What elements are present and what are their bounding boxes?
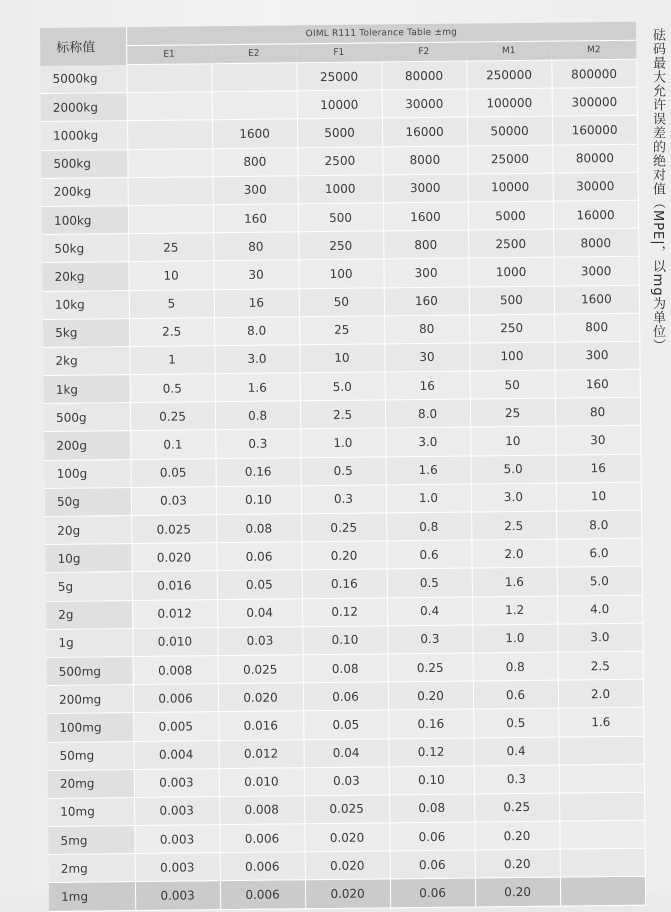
nominal-value-cell: 5mg — [48, 826, 134, 855]
nominal-value-cell: 100g — [45, 459, 131, 488]
tolerance-cell: 1.6 — [558, 708, 643, 737]
tolerance-cell: 0.020 — [131, 543, 216, 572]
nominal-value-cell: 200mg — [47, 685, 133, 714]
tolerance-cell — [211, 63, 296, 92]
tolerance-cell: 0.003 — [135, 853, 220, 882]
tolerance-cell: 10 — [470, 427, 555, 456]
tolerance-cell — [128, 205, 213, 234]
tolerance-cell: 10000 — [468, 173, 553, 202]
tolerance-cell: 0.016 — [218, 711, 303, 740]
tolerance-cell: 25000 — [296, 62, 381, 91]
tolerance-cell: 1.6 — [215, 373, 300, 402]
tolerance-cell: 30000 — [553, 172, 638, 201]
tolerance-cell: 0.16 — [216, 457, 301, 486]
tolerance-cell: 100 — [469, 342, 554, 371]
nominal-value-cell: 20kg — [42, 262, 128, 291]
tolerance-cell: 0.25 — [474, 793, 559, 822]
tolerance-cell: 0.05 — [131, 458, 216, 487]
tolerance-cell: 30 — [555, 426, 640, 455]
tolerance-cell: 0.16 — [388, 709, 473, 738]
tolerance-cell — [560, 848, 645, 877]
tolerance-cell: 0.08 — [389, 794, 474, 823]
tolerance-cell: 0.003 — [135, 881, 220, 910]
tolerance-cell: 8.0 — [214, 316, 299, 345]
tolerance-cell: 0.25 — [388, 653, 473, 682]
tolerance-cell: 5000 — [297, 118, 382, 147]
nominal-value-cell: 500mg — [47, 657, 133, 686]
tolerance-cell: 0.008 — [133, 656, 218, 685]
tolerance-cell: 1.6 — [386, 456, 471, 485]
tolerance-cell: 0.003 — [134, 797, 219, 826]
tolerance-cell — [212, 91, 297, 120]
tolerance-cell: 0.006 — [219, 824, 304, 853]
tolerance-cell: 0.005 — [133, 712, 218, 741]
tolerance-cell: 0.5 — [387, 568, 472, 597]
tolerance-cell: 0.3 — [215, 429, 300, 458]
tolerance-cell: 250000 — [466, 60, 551, 89]
table-body — [40, 59, 645, 911]
tolerance-cell: 300 — [554, 341, 639, 370]
tolerance-cell: 50 — [299, 287, 384, 316]
tolerance-cell: 0.05 — [217, 570, 302, 599]
tolerance-cell: 16 — [214, 288, 299, 317]
tolerance-cell: 0.16 — [302, 569, 387, 598]
nominal-value-cell: 5000kg — [40, 65, 126, 94]
tolerance-cell: 8.0 — [385, 399, 470, 428]
tolerance-cell — [128, 176, 213, 205]
tolerance-cell: 3.0 — [385, 427, 470, 456]
tolerance-cell: 50000 — [467, 117, 552, 146]
tolerance-cell: 800 — [383, 230, 468, 259]
tolerance-cell: 30 — [384, 343, 469, 372]
table-header — [40, 22, 636, 66]
tolerance-table — [40, 22, 646, 912]
nominal-value-cell: 500kg — [41, 149, 127, 178]
table-row — [49, 877, 645, 911]
tolerance-cell: 2.5 — [300, 400, 385, 429]
tolerance-cell: 80000 — [552, 144, 637, 173]
nominal-value-cell: 10kg — [43, 290, 129, 319]
tolerance-cell: 300 — [213, 176, 298, 205]
tolerance-cell: 10 — [556, 482, 641, 511]
tolerance-cell: 1.0 — [386, 484, 471, 513]
tolerance-cell: 0.20 — [388, 681, 473, 710]
side-caption: 砝码最大允许误差的绝对值（MPE|，以mg为单位） — [650, 28, 665, 353]
tolerance-cell — [126, 64, 211, 93]
nominal-value-cell: 2kg — [43, 346, 129, 375]
tolerance-cell: 160 — [213, 204, 298, 233]
tolerance-cell: 6.0 — [556, 538, 641, 567]
tolerance-cell: 16 — [555, 454, 640, 483]
tolerance-sheet — [40, 22, 645, 904]
nominal-value-cell: 10g — [45, 544, 131, 573]
class-header: M1 — [466, 41, 551, 61]
tolerance-cell: 25 — [470, 398, 555, 427]
tolerance-cell — [559, 764, 644, 793]
nominal-value-cell: 20mg — [48, 769, 134, 798]
tolerance-cell: 0.25 — [130, 402, 215, 431]
tolerance-cell: 1.0 — [300, 428, 385, 457]
tolerance-cell — [560, 877, 645, 906]
tolerance-cell: 0.20 — [301, 541, 386, 570]
tolerance-cell: 0.4 — [473, 737, 558, 766]
tolerance-cell: 0.012 — [218, 739, 303, 768]
nominal-value-cell: 1kg — [44, 375, 130, 404]
tolerance-cell: 0.06 — [216, 542, 301, 571]
tolerance-cell: 0.020 — [305, 851, 390, 880]
tolerance-cell: 0.5 — [301, 457, 386, 486]
tolerance-cell: 80 — [384, 315, 469, 344]
tolerance-cell: 2.5 — [558, 651, 643, 680]
tolerance-cell: 0.010 — [132, 627, 217, 656]
tolerance-cell: 4.0 — [557, 595, 642, 624]
tolerance-cell: 250 — [469, 314, 554, 343]
tolerance-cell: 0.020 — [305, 879, 390, 908]
tolerance-cell: 0.006 — [220, 852, 305, 881]
tolerance-cell — [127, 148, 212, 177]
tolerance-cell: 0.008 — [219, 796, 304, 825]
tolerance-cell: 500 — [469, 286, 554, 315]
nominal-value-cell: 20g — [45, 516, 131, 545]
nominal-value-cell: 10mg — [48, 797, 134, 826]
nominal-value-cell: 2g — [46, 600, 132, 629]
tolerance-cell: 300 — [383, 258, 468, 287]
tolerance-cell: 1.2 — [472, 596, 557, 625]
tolerance-cell — [558, 736, 643, 765]
tolerance-cell: 2.0 — [471, 539, 556, 568]
tolerance-cell: 0.006 — [133, 684, 218, 713]
tolerance-cell: 30 — [213, 260, 298, 289]
tolerance-cell: 800000 — [551, 59, 636, 88]
tolerance-cell: 0.10 — [302, 626, 387, 655]
class-header: M2 — [551, 40, 636, 60]
tolerance-cell: 1600 — [554, 285, 639, 314]
tolerance-cell: 160 — [555, 369, 640, 398]
class-header: F1 — [296, 43, 381, 63]
class-header: E1 — [126, 45, 211, 65]
tolerance-cell: 1600 — [383, 202, 468, 231]
tolerance-cell: 10 — [299, 344, 384, 373]
tolerance-cell: 80000 — [381, 61, 466, 90]
tolerance-cell: 0.06 — [389, 822, 474, 851]
tolerance-cell: 0.016 — [132, 571, 217, 600]
nominal-value-cell: 200kg — [42, 177, 128, 206]
tolerance-cell: 0.10 — [389, 766, 474, 795]
tolerance-cell: 0.08 — [303, 654, 388, 683]
tolerance-cell: 0.003 — [134, 825, 219, 854]
tolerance-cell: 0.04 — [303, 738, 388, 767]
tolerance-cell: 8.0 — [556, 510, 641, 539]
class-header: F2 — [381, 42, 466, 62]
tolerance-cell: 2.5 — [471, 511, 556, 540]
nominal-value-cell: 1mg — [49, 882, 135, 911]
tolerance-cell: 0.025 — [218, 655, 303, 684]
tolerance-cell: 5.0 — [557, 567, 642, 596]
tolerance-cell: 5000 — [468, 201, 553, 230]
tolerance-cell: 0.5 — [473, 708, 558, 737]
tolerance-cell: 500 — [298, 203, 383, 232]
tolerance-cell: 0.1 — [130, 430, 215, 459]
tolerance-cell: 2.0 — [558, 679, 643, 708]
tolerance-cell: 0.020 — [304, 823, 389, 852]
tolerance-cell: 0.06 — [390, 878, 475, 907]
tolerance-cell: 5.0 — [300, 372, 385, 401]
tolerance-cell: 5 — [129, 289, 214, 318]
tolerance-cell: 300000 — [552, 87, 637, 116]
tolerance-cell: 50 — [470, 370, 555, 399]
tolerance-cell: 0.6 — [473, 680, 558, 709]
tolerance-cell: 100 — [298, 259, 383, 288]
nominal-value-cell: 1g — [46, 628, 132, 657]
tolerance-cell: 0.3 — [301, 485, 386, 514]
tolerance-cell: 2.5 — [129, 317, 214, 346]
tolerance-cell: 3000 — [383, 174, 468, 203]
tolerance-cell: 0.20 — [475, 849, 560, 878]
tolerance-cell: 0.025 — [131, 515, 216, 544]
tolerance-cell: 800 — [212, 147, 297, 176]
tolerance-cell: 25 — [128, 233, 213, 262]
tolerance-cell: 0.020 — [218, 683, 303, 712]
tolerance-cell: 0.03 — [304, 767, 389, 796]
tolerance-cell: 0.20 — [475, 878, 560, 907]
tolerance-cell: 0.6 — [386, 540, 471, 569]
tolerance-cell: 3.0 — [557, 623, 642, 652]
tolerance-cell: 0.8 — [215, 401, 300, 430]
tolerance-cell: 160000 — [552, 116, 637, 145]
tolerance-cell: 2500 — [297, 146, 382, 175]
tolerance-cell: 800 — [554, 313, 639, 342]
class-header: E2 — [211, 44, 296, 64]
tolerance-cell: 250 — [298, 231, 383, 260]
tolerance-cell: 0.010 — [219, 767, 304, 796]
tolerance-cell: 0.3 — [387, 625, 472, 654]
table-title: OIML R111 Tolerance Table ±mg — [126, 22, 636, 46]
tolerance-cell: 30000 — [382, 89, 467, 118]
tolerance-cell: 1.6 — [472, 567, 557, 596]
tolerance-cell: 0.004 — [133, 740, 218, 769]
tolerance-cell — [127, 92, 212, 121]
tolerance-cell: 16 — [385, 371, 470, 400]
nominal-value-header: 标称值 — [40, 27, 126, 65]
tolerance-cell: 3000 — [553, 257, 638, 286]
tolerance-cell: 10 — [128, 261, 213, 290]
tolerance-cell: 8000 — [382, 146, 467, 175]
tolerance-cell: 0.025 — [304, 795, 389, 824]
tolerance-cell — [559, 792, 644, 821]
nominal-value-cell: 2000kg — [41, 93, 127, 122]
nominal-value-cell: 50mg — [47, 741, 133, 770]
tolerance-cell: 0.12 — [388, 737, 473, 766]
tolerance-cell: 1000 — [468, 257, 553, 286]
tolerance-cell: 0.12 — [302, 597, 387, 626]
tolerance-cell: 80 — [213, 232, 298, 261]
tolerance-cell: 3.0 — [471, 483, 556, 512]
tolerance-cell: 100000 — [467, 88, 552, 117]
tolerance-cell: 0.10 — [216, 486, 301, 515]
tolerance-cell: 0.03 — [217, 627, 302, 656]
nominal-value-cell: 1000kg — [41, 121, 127, 150]
tolerance-cell: 0.006 — [220, 880, 305, 909]
tolerance-cell — [127, 120, 212, 149]
tolerance-cell: 0.05 — [303, 710, 388, 739]
tolerance-cell: 1.0 — [472, 624, 557, 653]
tolerance-cell: 0.4 — [387, 597, 472, 626]
nominal-value-cell: 100mg — [47, 713, 133, 742]
tolerance-cell: 1000 — [298, 175, 383, 204]
tolerance-cell: 1600 — [212, 119, 297, 148]
nominal-value-cell: 50g — [45, 487, 131, 516]
tolerance-cell: 80 — [555, 397, 640, 426]
tolerance-cell — [559, 820, 644, 849]
tolerance-cell: 10000 — [297, 90, 382, 119]
nominal-value-cell: 50kg — [42, 234, 128, 263]
tolerance-cell: 8000 — [553, 228, 638, 257]
tolerance-cell: 0.003 — [134, 768, 219, 797]
tolerance-cell: 0.3 — [474, 765, 559, 794]
tolerance-cell: 5.0 — [471, 455, 556, 484]
tolerance-cell: 0.06 — [390, 850, 475, 879]
nominal-value-cell: 500g — [44, 403, 130, 432]
tolerance-cell: 160 — [384, 287, 469, 316]
tolerance-cell: 0.25 — [301, 513, 386, 542]
tolerance-cell: 16000 — [382, 117, 467, 146]
nominal-value-cell: 5kg — [43, 318, 129, 347]
tolerance-cell: 0.06 — [303, 682, 388, 711]
nominal-value-cell: 5g — [46, 572, 132, 601]
tolerance-cell: 25000 — [467, 145, 552, 174]
tolerance-cell: 16000 — [553, 200, 638, 229]
nominal-value-cell: 100kg — [42, 206, 128, 235]
tolerance-cell: 25 — [299, 316, 384, 345]
tolerance-cell: 0.8 — [386, 512, 471, 541]
tolerance-cell: 0.20 — [474, 821, 559, 850]
nominal-value-cell: 200g — [44, 431, 130, 460]
tolerance-cell: 2500 — [468, 229, 553, 258]
tolerance-cell: 0.5 — [130, 374, 215, 403]
tolerance-cell: 0.012 — [132, 599, 217, 628]
tolerance-cell: 3.0 — [214, 345, 299, 374]
tolerance-cell: 0.03 — [131, 486, 216, 515]
tolerance-cell: 0.8 — [473, 652, 558, 681]
tolerance-cell: 1 — [129, 346, 214, 375]
tolerance-cell: 0.04 — [217, 598, 302, 627]
nominal-value-cell: 2mg — [49, 854, 135, 883]
tolerance-cell: 0.08 — [216, 514, 301, 543]
